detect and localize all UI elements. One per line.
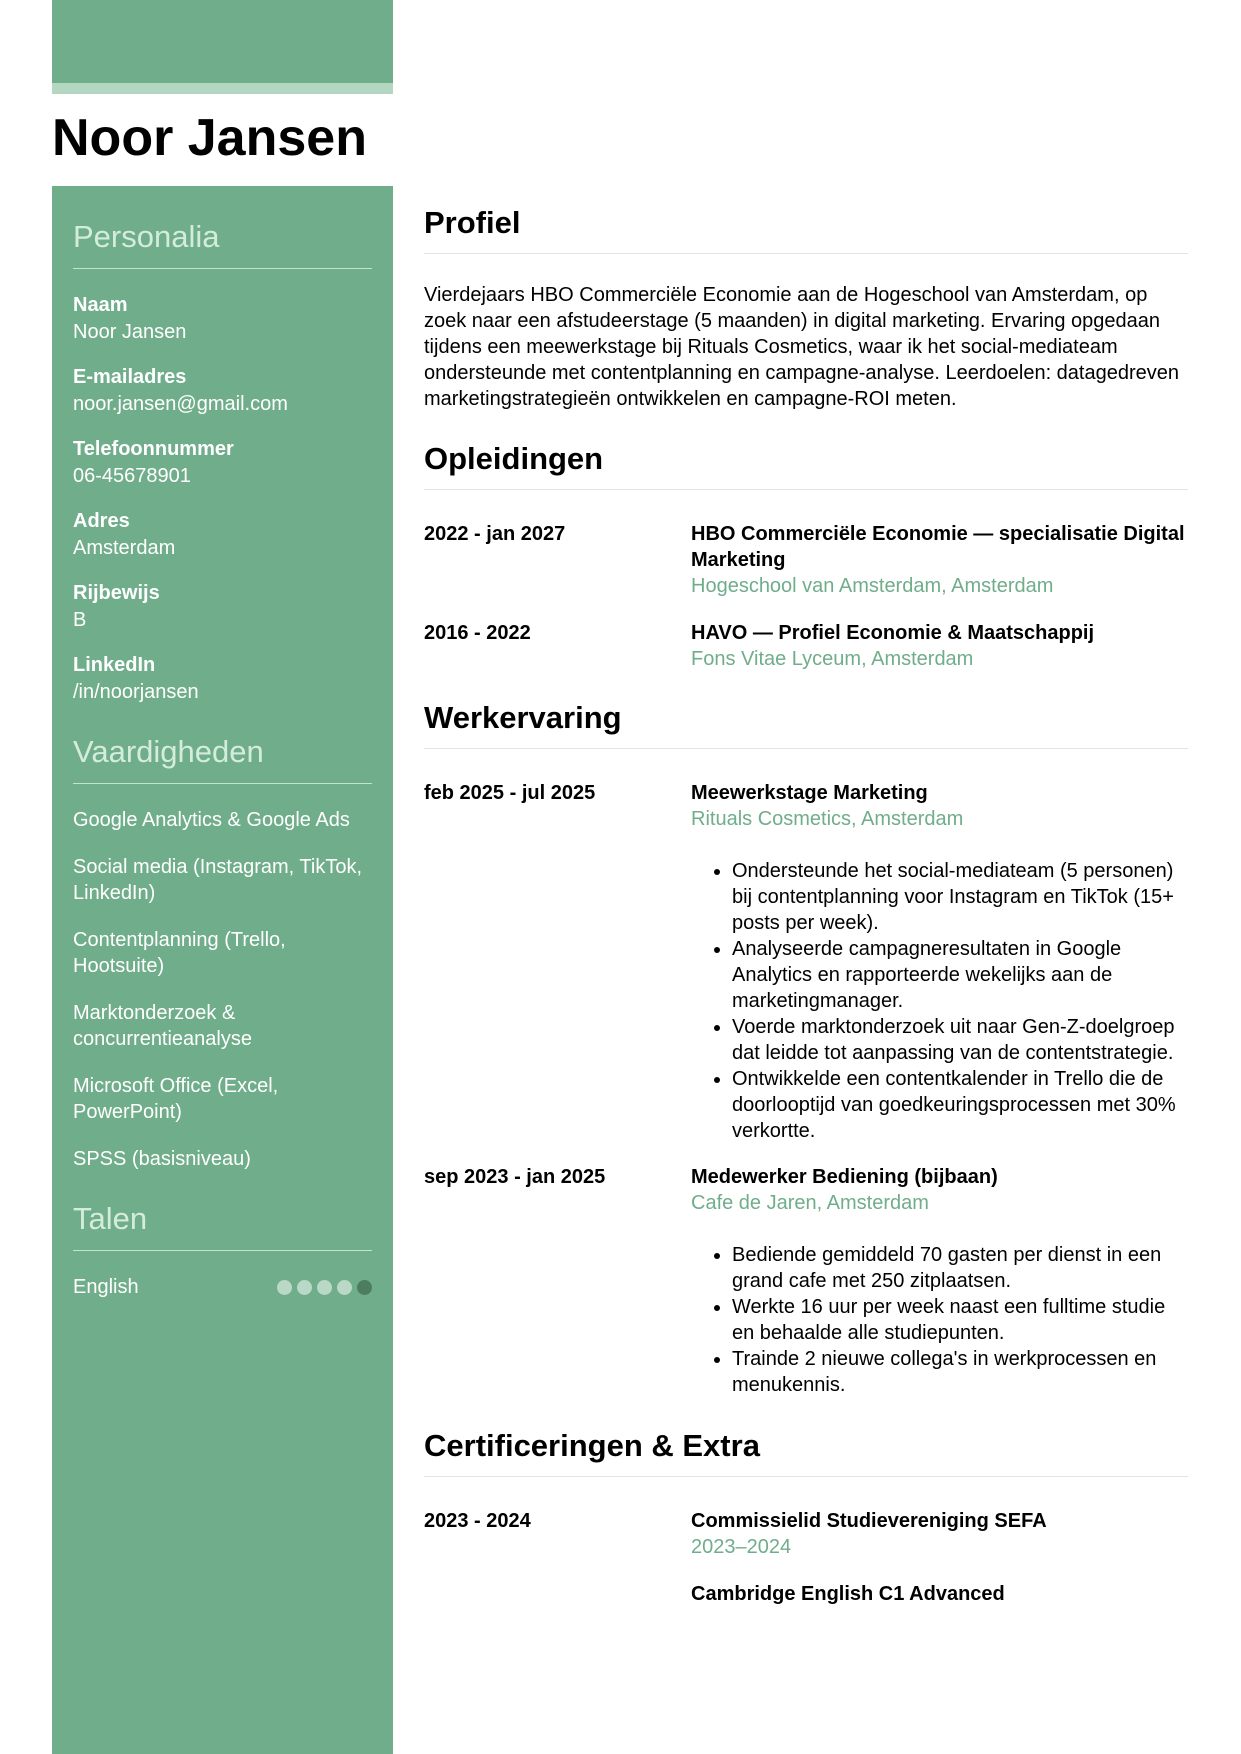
entry-date: feb 2025 - jul 2025 — [424, 782, 596, 804]
languages-heading: Talen — [73, 1199, 372, 1251]
skills-heading: Vaardigheden — [73, 732, 372, 784]
sidebar — [52, 186, 393, 1754]
entry-body — [691, 521, 1188, 599]
extra-entry — [424, 1508, 1188, 1560]
field-label: Naam — [73, 294, 128, 316]
entry-body — [691, 1581, 1188, 1607]
entry-date: 2023 - 2024 — [424, 1510, 531, 1532]
entry-institution: Fons Vitae Lyceum, Amsterdam — [691, 648, 974, 670]
personal-heading: Personalia — [73, 217, 372, 269]
entry-title: Commissielid Studievereniging SEFA — [691, 1510, 1047, 1532]
education-entry — [424, 620, 1188, 672]
entry-institution: Hogeschool van Amsterdam, Amsterdam — [691, 575, 1054, 597]
field-label: LinkedIn — [73, 654, 156, 676]
bullet-item: • Ondersteunde het social-mediateam (5 personen) bij contentplanning voor Instagram en TikTok (15+ posts per week). — [732, 858, 1188, 936]
entry-title: HAVO — Profiel Economie & Maatschappij — [691, 622, 1095, 644]
education-entry — [424, 521, 1188, 599]
entry-date: sep 2023 - jan 2025 — [424, 1166, 606, 1188]
field-address — [73, 508, 372, 561]
bullet-item: • Werkte 16 uur per week naast een fulltime studie en behaalde alle studiepunten. — [732, 1294, 1188, 1346]
entry-employer: Rituals Cosmetics, Amsterdam — [691, 808, 964, 830]
level-dot — [277, 1280, 292, 1295]
language-name: English — [73, 1276, 139, 1298]
entry-body — [691, 1164, 1188, 1398]
language-row — [73, 1274, 372, 1300]
skill-item: Social media (Instagram, TikTok, LinkedIn) — [73, 856, 362, 904]
skill-item: Marktonderzoek & concurrentieanalyse — [73, 1002, 252, 1050]
bullet-item: • Analyseerde campagneresultaten in Google Analytics en rapporteerde wekelijks aan de marketingmanager. — [732, 936, 1188, 1014]
email-value[interactable]: noor.jansen@gmail.com — [73, 393, 288, 415]
profile-heading: Profiel — [424, 203, 1188, 254]
field-linkedin — [73, 652, 372, 705]
field-email — [73, 364, 372, 417]
work-heading: Werkervaring — [424, 698, 1188, 749]
skill-item: SPSS (basisniveau) — [73, 1148, 251, 1170]
level-dot — [357, 1280, 372, 1295]
entry-title: HBO Commerciële Economie — specialisatie Digital Marketing — [691, 523, 1185, 571]
entry-body — [691, 780, 1188, 1144]
sidebar-top-accent-line — [52, 83, 393, 94]
field-label: Telefoonnummer — [73, 438, 234, 460]
bullet-list — [691, 858, 1188, 1144]
main-content — [424, 203, 1188, 1607]
extra-heading: Certificeringen & Extra — [424, 1426, 1188, 1477]
linkedin-value[interactable]: /in/noorjansen — [73, 681, 199, 703]
bullet-item: • Ontwikkelde een contentkalender in Trello die de doorlooptijd van goedkeuringsprocessen met 30% verkortte. — [732, 1066, 1188, 1144]
bullet-list — [691, 1242, 1188, 1398]
bullet-item: • Voerde marktonderzoek uit naar Gen-Z-doelgroep dat leidde tot aanpassing van de contentstrategie. — [732, 1014, 1188, 1066]
extra-entry — [424, 1581, 1188, 1607]
field-license — [73, 580, 372, 633]
field-name — [73, 292, 372, 345]
candidate-name: Noor Jansen — [52, 109, 367, 167]
skill-item: Google Analytics & Google Ads — [73, 809, 350, 831]
entry-body — [691, 620, 1188, 672]
entry-employer: Cafe de Jaren, Amsterdam — [691, 1192, 929, 1214]
field-value: B — [73, 609, 87, 631]
skill-item: Microsoft Office (Excel, PowerPoint) — [73, 1075, 279, 1123]
level-dot — [297, 1280, 312, 1295]
education-heading: Opleidingen — [424, 439, 1188, 490]
sidebar-top-block — [52, 0, 393, 83]
profile-text: Vierdejaars HBO Commerciële Economie aan de Hogeschool van Amsterdam, op zoek naar een afstudeerstage (5 maanden) in digital marketing. Ervaring opgedaan tijdens een meewerkstage bij Rituals Cosmetics, waar ik het social-mediateam ondersteunde met contentplanning en campagne-analyse. Leerdoelen: datagedreven marketingstrategieën ontwikkelen en campagne-ROI meten. — [424, 284, 1179, 410]
field-label: Adres — [73, 510, 130, 532]
entry-title: Medewerker Bediening (bijbaan) — [691, 1166, 998, 1188]
level-dot — [337, 1280, 352, 1295]
entry-title: Meewerkstage Marketing — [691, 782, 928, 804]
language-level-dots — [277, 1280, 372, 1295]
skill-item: Contentplanning (Trello, Hootsuite) — [73, 929, 286, 977]
work-entry — [424, 1164, 1188, 1398]
bullet-item: • Bediende gemiddeld 70 gasten per dienst in een grand cafe met 250 zitplaatsen. — [732, 1242, 1188, 1294]
entry-date — [424, 1581, 691, 1607]
entry-date: 2016 - 2022 — [424, 622, 531, 644]
field-phone — [73, 436, 372, 489]
entry-title: Cambridge English C1 Advanced — [691, 1583, 1005, 1605]
level-dot — [317, 1280, 332, 1295]
field-label: E-mailadres — [73, 366, 187, 388]
phone-value: 06-45678901 — [73, 465, 191, 487]
field-value: Amsterdam — [73, 537, 176, 559]
entry-date: 2022 - jan 2027 — [424, 523, 566, 545]
work-entry — [424, 780, 1188, 1144]
field-value: Noor Jansen — [73, 321, 187, 343]
entry-body — [691, 1508, 1188, 1560]
entry-period: 2023–2024 — [691, 1536, 792, 1558]
field-label: Rijbewijs — [73, 582, 160, 604]
bullet-item: • Trainde 2 nieuwe collega's in werkprocessen en menukennis. — [732, 1346, 1188, 1398]
